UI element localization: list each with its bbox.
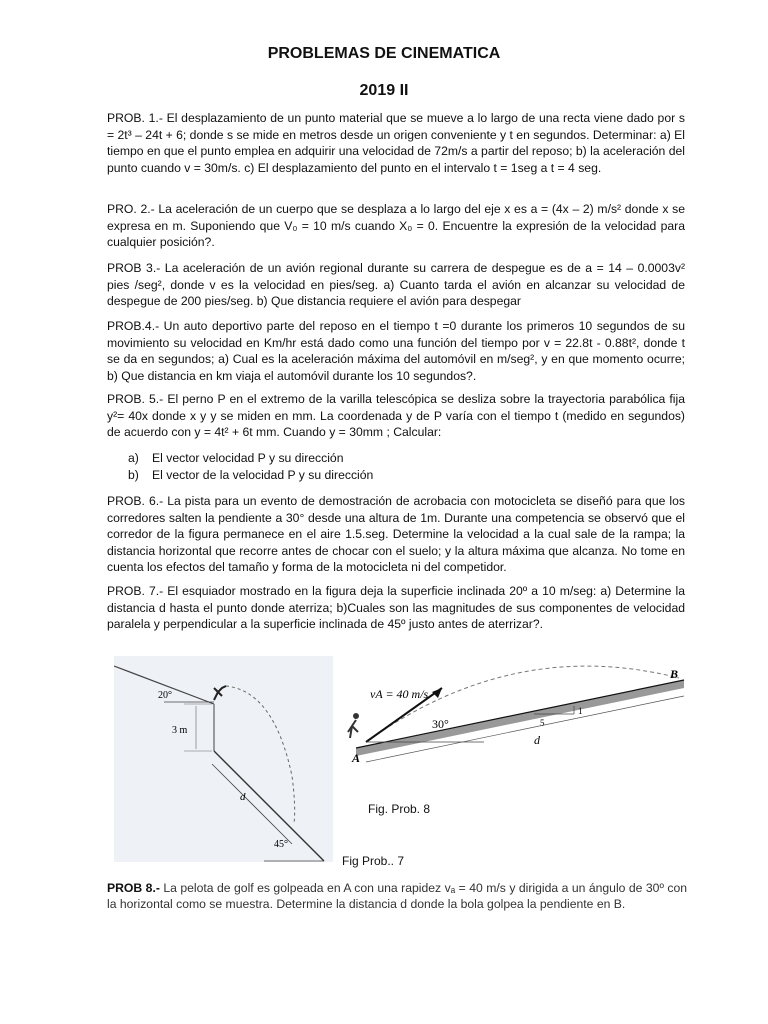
golfer-head xyxy=(353,713,359,719)
figure-skier-slope xyxy=(114,656,333,862)
list-item-text: El vector de la velocidad P y su dirección xyxy=(152,468,374,482)
problem-3: PROB 3.- La aceleración de un avión regional durante su carrera de despegue es de a = 14 – 0.0003v² pies /seg², donde v es la velocidad en pies/seg. a) Cuanto tarda el avión en alcanzar su velocidad de despegue de 200 pies/seg. b) Que distancia requiere el avión para despegar xyxy=(107,261,685,309)
problem-8-label: PROB 8.- xyxy=(107,881,160,895)
problem-2: PRO. 2.- La aceleración de un cuerpo que se desplaza a lo largo del eje x es a = (4x – 2) m/s² donde x se expresa en m. Suponiendo que V₀ = 10 m/s cuando X₀ = 0. Encuentre la expresión de la velocidad para cualquier posición?. xyxy=(107,202,685,250)
ratio-5-label: 5 xyxy=(540,718,545,728)
list-marker: b) xyxy=(128,468,139,482)
problem-1: PROB. 1.- El desplazamiento de un punto material que se mueve a lo largo de una recta viene dado por s = 2t³ – 24t + 6; donde s se mide en metros desde un origen conveniente y t en segundos. Determinar: a) El tiempo en que el punto emplea en adquirir una velocidad de 72m/s a partir del reposo; b) la aceleración del punto cuando v = 30m/s. c) El desplazamiento del punto en el intervalo t = 1seg a t = 4 seg. xyxy=(107,111,685,175)
problem-8-text: La pelota de golf es golpeada en A con una rapidez vₐ = 40 m/s y dirigida a un ángulo de 30º con la horizontal como se muestra. Determine la distancia d donde la bola golpea la pendiente en B. xyxy=(107,881,687,911)
list-item xyxy=(128,467,373,484)
angle-30-label: 30° xyxy=(432,717,449,731)
page-title: PROBLEMAS DE CINEMATICA xyxy=(267,45,501,62)
arrow-head xyxy=(432,688,442,698)
point-B-label: B xyxy=(670,667,679,681)
angle-20-label: 20° xyxy=(158,690,172,701)
list-item-text: El vector velocidad P y su dirección xyxy=(152,451,344,465)
problem-8 xyxy=(107,880,687,912)
problem-5: PROB. 5.- El perno P en el extremo de la varilla telescópica se desliza sobre la trayectoria parabólica fija y²= 40x donde x y y se miden en mm. La coordenada y de P varía con el tiempo t (medido en segundos) de acuerdo con y = 4t² + 6t mm. Cuando y = 30mm ; Calcular: xyxy=(107,392,685,440)
list-marker: a) xyxy=(128,451,139,465)
ratio-1-label: 1 xyxy=(578,706,583,716)
figure-7-caption: Fig Prob.. 7 xyxy=(342,854,405,868)
problem-6: PROB. 6.- La pista para un evento de demostración de acrobacia con motocicleta se diseñó para que los corredores salten la pendiente a 30° desde una altura de 1m. Durante una competencia se observó que el corredor de la figura permanece en el aire 1.5.seg. Determine la velocidad a la cual sale de la rampa; la distancia horizontal que recorre antes de chocar con el suelo; y la altura máxima que alcanza. No tome en cuenta los efectos del tamaño y forma de la motocicleta ni del competidor. xyxy=(107,494,685,575)
height-3m-label: 3 m xyxy=(172,725,188,736)
figure-golf-slope xyxy=(334,656,696,780)
figure-8-caption: Fig. Prob. 8 xyxy=(368,802,431,816)
distance-d-line xyxy=(366,696,684,762)
velocity-label: vA = 40 m/s xyxy=(370,687,429,701)
distance-d-label: d xyxy=(240,791,246,803)
problem-4: PROB.4.- Un auto deportivo parte del reposo en el tiempo t =0 durante los primeros 10 segundos de su movimiento su velocidad en Km/hr está dado como una función del tiempo por v = 22.8t - 0.88t², donde t se da en segundos; a) Cual es la aceleración máxima del automóvil en m/seg², y en que momento ocurre; b) Que distancia en km viaja el automóvil durante los 10 segundos?. xyxy=(107,319,685,383)
page-subtitle: 2019 II xyxy=(359,82,409,99)
angle-45-label: 45° xyxy=(274,839,288,850)
distance-d-label: d xyxy=(534,733,540,747)
golfer-icon xyxy=(348,720,358,738)
point-A-label: A xyxy=(352,751,361,765)
trajectory-dashed xyxy=(366,666,679,742)
problem-5-list xyxy=(128,450,373,484)
list-item xyxy=(128,450,373,467)
problem-7: PROB. 7.- El esquiador mostrado en la figura deja la superficie inclinada 20º a 10 m/seg: a) Determine la distancia d hasta el punto donde aterriza; b)Cuales son las magnitudes de sus componentes de velocidad paralela y perpendicular a la superficie inclinada de 45º justo antes de aterrizar?. xyxy=(107,584,685,632)
